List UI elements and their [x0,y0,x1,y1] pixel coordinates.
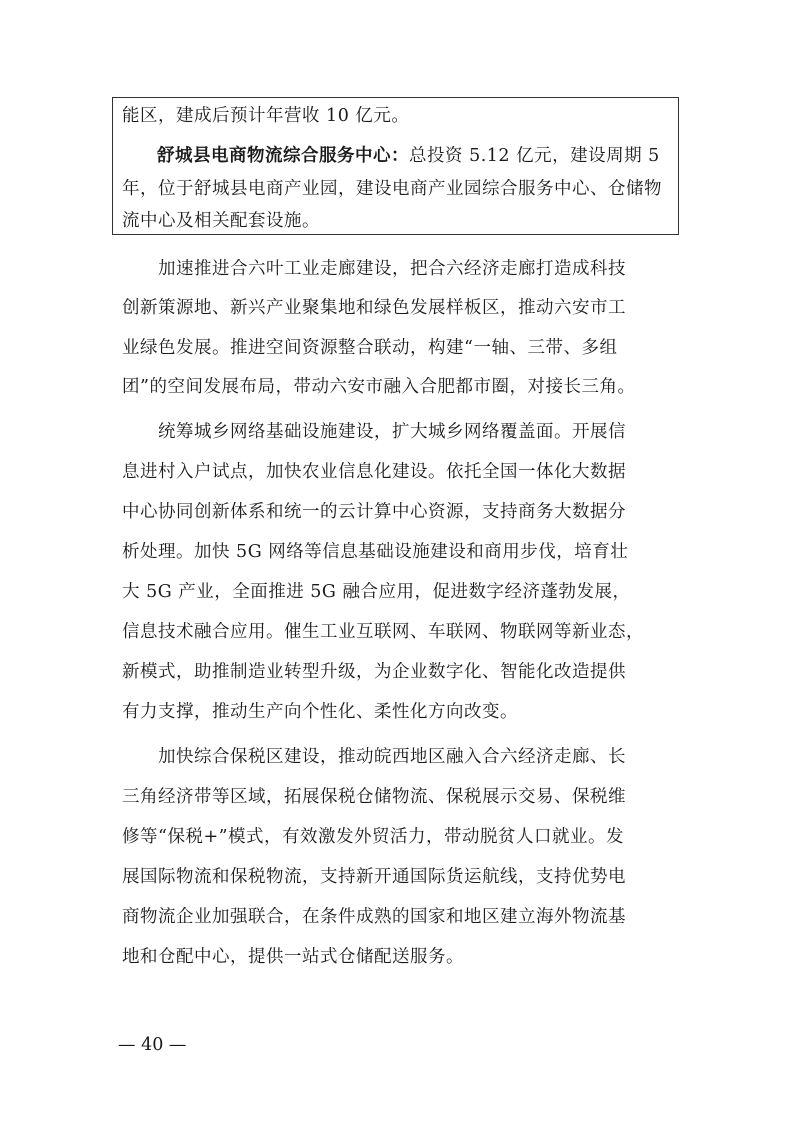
paragraph-3-line-1: 加快综合保税区建设，推动皖西地区融入合六经济走廊、长 [158,747,626,767]
box-line-4: 流中心及相关配套设施。 [122,211,320,231]
paragraph-3-line-5: 商物流企业加强联合，在条件成熟的国家和地区建立海外物流基 [122,907,626,927]
paragraph-1-line-3: 业绿色发展。推进空间资源整合联动，构建“一轴、三带、多组 [122,338,618,358]
project-summary: 总投资 5.12 亿元，建设周期 5 [409,146,660,166]
paragraph-1-line-1: 加速推进合六叶工业走廊建设，把合六经济走廊打造成科技 [158,259,626,279]
paragraph-1-line-4: 团”的空间发展布局，带动六安市融入合肥都市圈，对接长三角。 [122,377,636,397]
paragraph-3-line-3: 修等“保税+”模式，有效激发外贸活力，带动脱贫人口就业。发 [122,827,625,847]
paragraph-2-line-1: 统筹城乡网络基础设施建设，扩大城乡网络覆盖面。开展信 [158,422,626,442]
paragraph-2-line-7: 新模式，助推制造业转型升级，为企业数字化、智能化改造提供 [122,662,626,682]
paragraph-2-line-2: 息进村入户试点，加快农业信息化建设。依托全国一体化大数据 [122,462,626,482]
paragraph-2-line-4: 析处理。加快 5G 网络等信息基础设施建设和商用步伐，培育壮 [122,542,629,562]
project-title: 舒城县电商物流综合服务中心： [157,146,409,166]
paragraph-3-line-6: 地和仓配中心，提供一站式仓储配送服务。 [122,947,464,967]
paragraph-2-line-8: 有力支撑，推动生产向个性化、柔性化方向改变。 [122,702,518,722]
page-number: — 40 — [118,1035,187,1055]
box-line-3: 年，位于舒城县电商产业园，建设电商产业园综合服务中心、仓储物 [122,179,662,199]
box-line-2 [157,145,660,167]
paragraph-2-line-3: 中心协同创新体系和统一的云计算中心资源，支持商务大数据分 [122,502,626,522]
paragraph-2-line-6: 信息技术融合应用。催生工业互联网、车联网、物联网等新业态， [122,622,644,642]
box-line-1: 能区，建成后预计年营收 10 亿元。 [122,106,410,126]
paragraph-1-line-2: 创新策源地、新兴产业聚集地和绿色发展样板区，推动六安市工 [122,298,626,318]
paragraph-3-line-4: 展国际物流和保税物流，支持新开通国际货运航线，支持优势电 [122,867,626,887]
paragraph-3-line-2: 三角经济带等区域，拓展保税仓储物流、保税展示交易、保税维 [122,787,626,807]
paragraph-2-line-5: 大 5G 产业，全面推进 5G 融合应用，促进数字经济蓬勃发展， [122,582,631,602]
